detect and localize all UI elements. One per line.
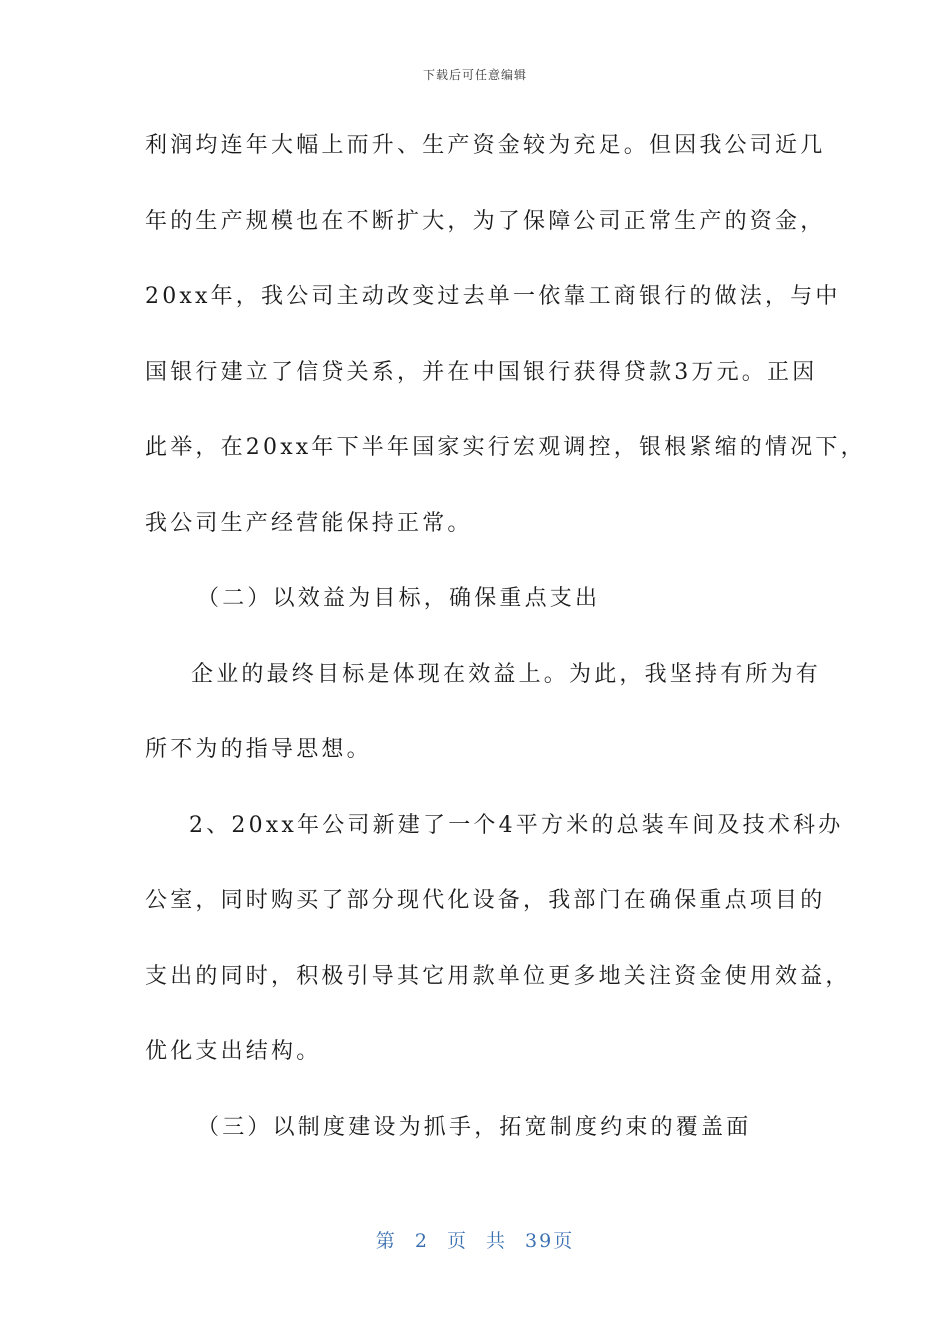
text-line: 我公司生产经营能保持正常。: [145, 510, 473, 536]
page-header: 下载后可任意编辑: [422, 68, 527, 82]
text-line: 20xx年，我公司主动改变过去单一依靠工商银行的做法，与中: [145, 284, 841, 309]
section-heading: （三）以制度建设为抓手，拓宽制度约束的覆盖面: [197, 1114, 752, 1140]
text-line: 企业的最终目标是体现在效益上。为此，我坚持有所为有: [191, 661, 822, 687]
section-heading: （二）以效益为目标，确保重点支出: [197, 586, 601, 611]
text-line: 国银行建立了信贷关系，并在中国银行获得贷款3万元。正因: [145, 359, 818, 385]
text-line: 利润均连年大幅上而升、生产资金较为充足。但因我公司近几: [145, 133, 826, 158]
text-line: 优化支出结构。: [145, 1039, 322, 1064]
text-line: 公室，同时购买了部分现代化设备，我部门在确保重点项目的: [145, 888, 826, 913]
document-body: [145, 118, 866, 1175]
text-line: 此举，在20xx年下半年国家实行宏观调控，银根紧缩的情况下，: [145, 435, 866, 460]
text-line: 年的生产规模也在不断扩大，为了保障公司正常生产的资金，: [145, 208, 826, 234]
text-line: 所不为的指导思想。: [145, 737, 372, 762]
text-line: 2、20xx年公司新建了一个4平方米的总装车间及技术科办: [189, 812, 844, 838]
page-number: 第 2 页 共 39页: [375, 1230, 575, 1252]
text-line: 支出的同时，积极引导其它用款单位更多地关注资金使用效益，: [145, 963, 851, 989]
